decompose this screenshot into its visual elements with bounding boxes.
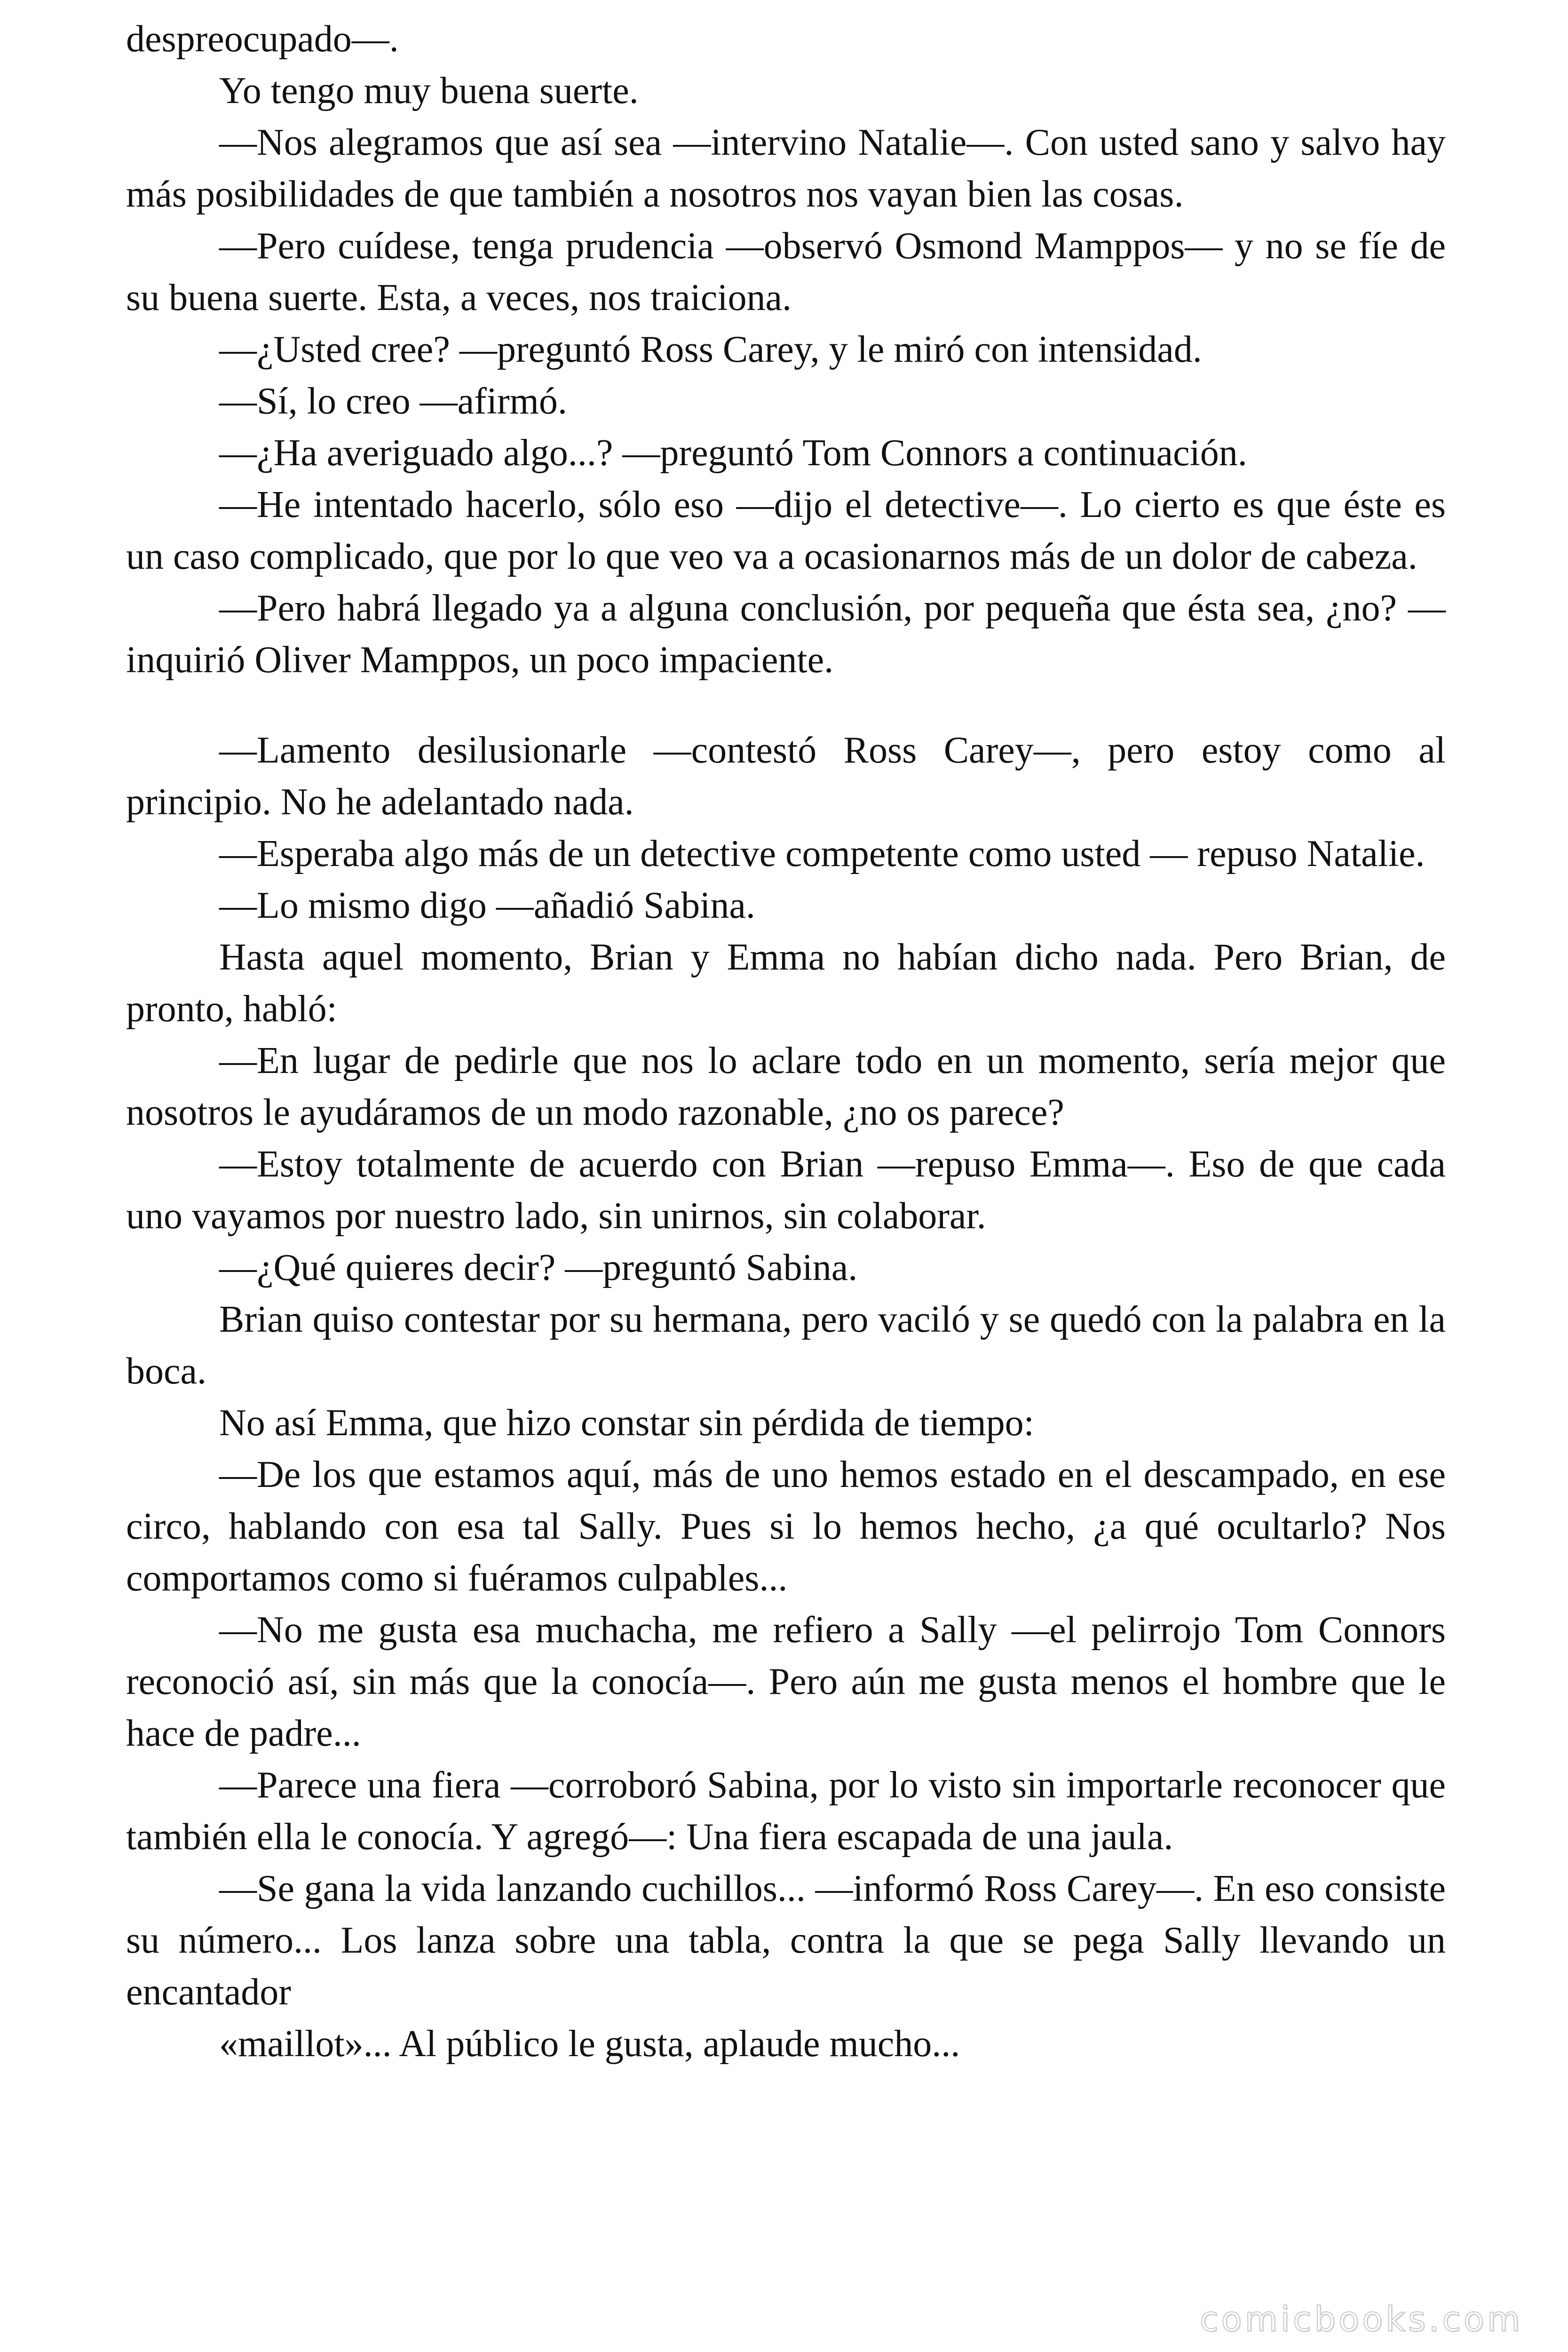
paragraph-21: —Parece una fiera —corroboró Sabina, por lo visto sin importarle reconocer que también ella le conocía. Y agregó—: Una fiera escapada de una jaula. <box>126 1764 1446 1858</box>
paragraph-5: —¿Usted cree? —preguntó Ross Carey, y le miró con intensidad. <box>219 329 1202 370</box>
paragraph-13: Hasta aquel momento, Brian y Emma no habían dicho nada. Pero Brian, de pronto, habló: <box>126 937 1446 1030</box>
paragraph-3: —Nos alegramos que así sea —intervino Natalie—. Con usted sano y salvo hay más posibilidades de que también a nosotros nos vayan bien las cosas. <box>126 122 1446 215</box>
paragraph-10: —Lamento desilusionarle —contestó Ross Carey—, pero estoy como al principio. No he adelantado nada. <box>126 730 1446 823</box>
paragraph-6: —Sí, lo creo —afirmó. <box>219 381 567 422</box>
paragraph-19: —De los que estamos aquí, más de uno hemos estado en el descampado, en ese circo, hablando con esa tal Sally. Pues si lo hemos hecho, ¿a qué ocultarlo? Nos comportamos como si fuéramos culpables... <box>126 1454 1446 1599</box>
paragraph-17: Brian quiso contestar por su hermana, pero vaciló y se quedó con la palabra en la boca. <box>126 1299 1446 1392</box>
paragraph-23: «maillot»... Al público le gusta, aplaude mucho... <box>219 2023 960 2065</box>
paragraph-14: —En lugar de pedirle que nos lo aclare todo en un momento, sería mejor que nosotros le ayudáramos de un modo razonable, ¿no os parece? <box>126 1040 1446 1133</box>
book-page <box>126 13 1446 2070</box>
watermark-logo: comicbooks.com <box>1199 2299 1523 2339</box>
paragraph-1: despreocupado—. <box>126 18 399 60</box>
paragraph-8: —He intentado hacerlo, sólo eso —dijo el detective—. Lo cierto es que éste es un caso complicado, que por lo que veo va a ocasionarnos más de un dolor de cabeza. <box>126 484 1446 577</box>
paragraph-22: —Se gana la vida lanzando cuchillos... —informó Ross Carey—. En eso consiste su número... Los lanza sobre una tabla, contra la que se pega Sally llevando un encantador <box>126 1868 1446 2013</box>
paragraph-16: —¿Qué quieres decir? —preguntó Sabina. <box>219 1247 858 1288</box>
paragraph-4: —Pero cuídese, tenga prudencia —observó Osmond Mamppos— y no se fíe de su buena suerte. Esta, a veces, nos traiciona. <box>126 225 1446 318</box>
paragraph-12: —Lo mismo digo —añadió Sabina. <box>219 885 755 926</box>
paragraph-15: —Estoy totalmente de acuerdo con Brian —repuso Emma—. Eso de que cada uno vayamos por nuestro lado, sin unirnos, sin colaborar. <box>126 1144 1446 1237</box>
paragraph-20: —No me gusta esa muchacha, me refiero a Sally —el pelirrojo Tom Connors reconoció así, sin más que la conocía—. Pero aún me gusta menos el hombre que le hace de padre... <box>126 1609 1446 1754</box>
paragraph-7: —¿Ha averiguado algo...? —preguntó Tom Connors a continuación. <box>219 432 1247 474</box>
paragraph-11: —Esperaba algo más de un detective competente como usted — repuso Natalie. <box>219 833 1425 874</box>
paragraph-2: Yo tengo muy buena suerte. <box>219 70 639 111</box>
paragraph-9: —Pero habrá llegado ya a alguna conclusión, por pequeña que ésta sea, ¿no? —inquirió Oliver Mamppos, un poco impaciente. <box>126 588 1446 681</box>
paragraph-18: No así Emma, que hizo constar sin pérdida de tiempo: <box>219 1402 1034 1444</box>
